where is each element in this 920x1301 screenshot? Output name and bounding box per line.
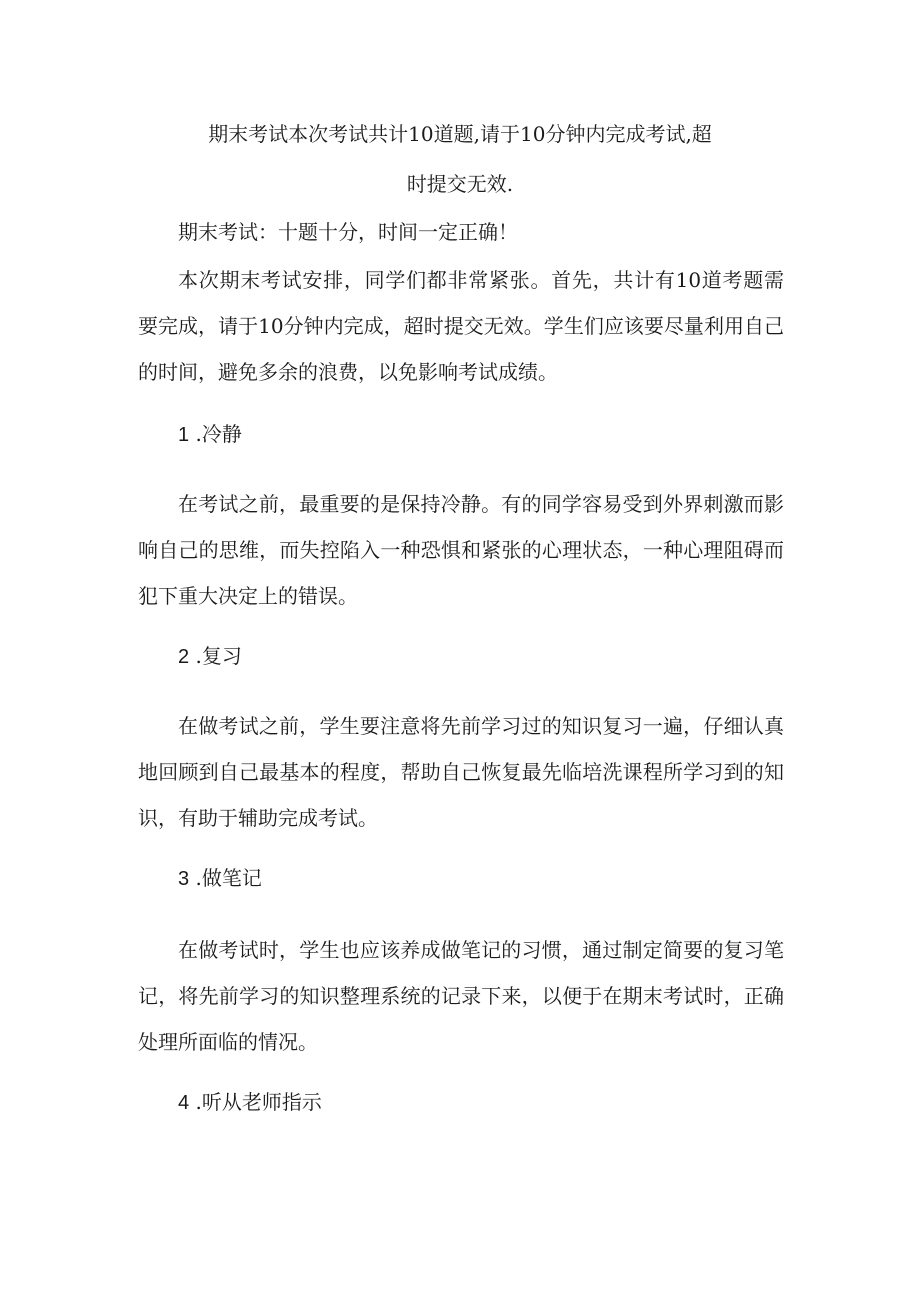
paragraph-line: 在考试之前，最重要的是保持冷静。有的同学容易受到外界刺激而影 [178, 492, 784, 516]
paragraph-line: 犯下重大决定上的错误。 [138, 584, 358, 608]
section-heading-1 [178, 420, 242, 449]
section-paragraph-3 [138, 936, 784, 1056]
document-title-line-1: 期末考试本次考试共计10道题,请于10分钟内完成考试,超 [208, 122, 712, 146]
intro-line: 的时间，避免多余的浪费，以免影响考试成绩。 [138, 360, 558, 384]
paragraph-line: 响自己的思维，而失控陷入一种恐惧和紧张的心理状态，一种心理阻碍而 [138, 538, 784, 562]
section-number: 4 [178, 1092, 190, 1114]
paragraph-line: 处理所面临的情况。 [138, 1030, 318, 1054]
section-title: .听从老师指示 [195, 1090, 322, 1114]
section-title: .复习 [195, 644, 242, 668]
intro-line: 要完成，请于10分钟内完成，超时提交无效。学生们应该要尽量利用自己 [138, 314, 784, 338]
section-heading-4 [178, 1088, 322, 1117]
section-heading-3 [178, 864, 262, 893]
section-number: 3 [178, 868, 190, 890]
paragraph-line: 地回顾到自己最基本的程度，帮助自己恢复最先临培洗课程所学习到的知 [138, 760, 784, 784]
intro-line: 本次期末考试安排，同学们都非常紧张。首先，共计有10道考题需 [178, 268, 784, 292]
intro-paragraph [138, 266, 784, 386]
section-paragraph-2 [138, 712, 784, 832]
section-title: .做笔记 [195, 866, 262, 890]
document-title-line-2: 时提交无效. [406, 172, 514, 196]
section-number: 1 [178, 424, 190, 446]
section-title: .冷静 [195, 422, 242, 446]
section-heading-2 [178, 642, 242, 671]
document-subtitle: 期末考试：十题十分，时间一定正确！ [178, 220, 518, 244]
paragraph-line: 在做考试时，学生也应该养成做笔记的习惯，通过制定简要的复习笔 [178, 938, 784, 962]
section-number: 2 [178, 646, 190, 668]
paragraph-line: 识，有助于辅助完成考试。 [138, 806, 378, 830]
section-paragraph-1 [138, 490, 784, 610]
paragraph-line: 记，将先前学习的知识整理系统的记录下来，以便于在期末考试时，正确 [138, 984, 784, 1008]
paragraph-line: 在做考试之前，学生要注意将先前学习过的知识复习一遍，仔细认真 [178, 714, 784, 738]
